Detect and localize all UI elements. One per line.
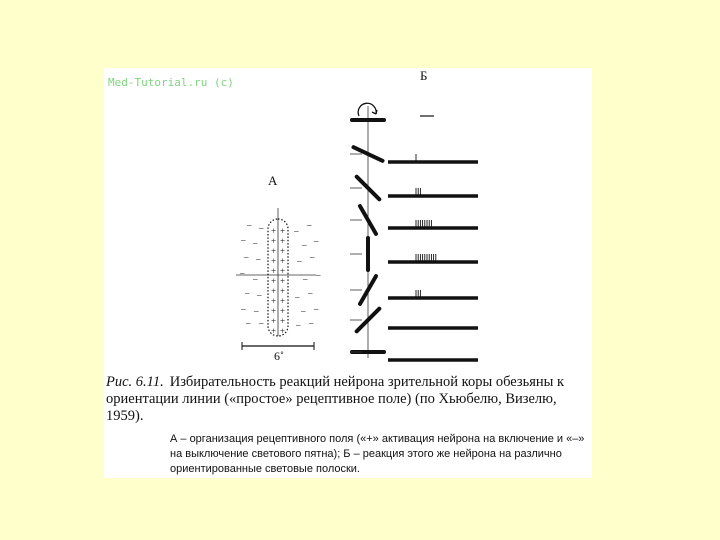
response-row [350, 352, 478, 360]
response-row [350, 309, 478, 332]
scale-label: 6˚ [274, 349, 284, 363]
minus-mark: – [244, 252, 249, 262]
plus-mark: + [280, 256, 286, 266]
minus-mark: – [259, 223, 264, 233]
minus-mark: – [297, 256, 302, 266]
plus-mark: + [280, 266, 286, 276]
plus-mark: + [271, 316, 277, 326]
plus-mark: + [280, 236, 286, 246]
minus-mark: – [294, 226, 299, 236]
minus-mark: – [257, 290, 262, 300]
minus-mark: – [301, 306, 306, 316]
watermark: Med-Tutorial.ru (c) [108, 76, 234, 89]
minus-mark: – [307, 220, 312, 230]
minus-mark: – [309, 318, 314, 328]
minus-mark: – [310, 252, 315, 262]
minus-mark: – [253, 274, 258, 284]
minus-mark: – [259, 318, 264, 328]
minus-mark: – [314, 236, 319, 246]
plus-mark: + [280, 286, 286, 296]
minus-mark: – [302, 240, 307, 250]
caption-title [106, 374, 590, 425]
plus-mark: + [271, 266, 277, 276]
panel-b-label: Б [420, 68, 428, 83]
plus-mark: + [271, 276, 277, 286]
response-row [350, 276, 478, 304]
minus-mark: – [308, 288, 313, 298]
minus-mark: – [245, 288, 250, 298]
plus-mark: + [280, 226, 286, 236]
plus-mark: + [271, 246, 277, 256]
minus-mark: – [246, 318, 251, 328]
figure-drawing [104, 68, 592, 368]
plus-mark: + [271, 326, 277, 336]
plus-mark: + [271, 306, 277, 316]
minus-mark: – [296, 320, 301, 330]
minus-mark: – [241, 304, 246, 314]
plus-mark: + [271, 226, 277, 236]
plus-mark: + [271, 256, 277, 266]
response-rows [350, 120, 478, 360]
response-row [350, 206, 478, 234]
plus-mark: + [271, 296, 277, 306]
plus-mark: + [280, 306, 286, 316]
minus-mark: – [247, 220, 252, 230]
caption-description: А – организация рецептивного поля («+» активация нейрона на включение и «–» на выключение светового пятна); Б – реакция этого же нейрона на различно ориентированные световые полоски. [170, 433, 585, 475]
response-row [350, 177, 478, 200]
figure-panel [104, 68, 592, 478]
plus-mark: + [280, 296, 286, 306]
plus-mark: + [280, 246, 286, 256]
minus-mark: – [316, 270, 321, 280]
figure-number: Рис. 6.11. [106, 374, 164, 390]
plus-mark: + [280, 326, 286, 336]
panel-a-label: А [268, 173, 278, 188]
response-row [350, 238, 478, 270]
plus-mark: + [271, 236, 277, 246]
minus-mark: – [314, 304, 319, 314]
minus-mark: – [254, 306, 259, 316]
caption-title-text: Избирательность реакций нейрона зрительной коры обезьяны к ориентации линии («простое» рецептивное поле) (по Хьюбелю, Визелю, 1959). [106, 374, 565, 424]
minus-mark: – [256, 254, 261, 264]
plus-mark: + [280, 316, 286, 326]
minus-mark: – [253, 238, 258, 248]
receptive-field [236, 208, 321, 350]
minus-mark: – [241, 235, 246, 245]
response-row [350, 147, 478, 162]
minus-mark: – [295, 292, 300, 302]
minus-mark: – [240, 268, 245, 278]
minus-mark: – [303, 274, 308, 284]
plus-mark: + [271, 286, 277, 296]
plus-mark: + [280, 276, 286, 286]
